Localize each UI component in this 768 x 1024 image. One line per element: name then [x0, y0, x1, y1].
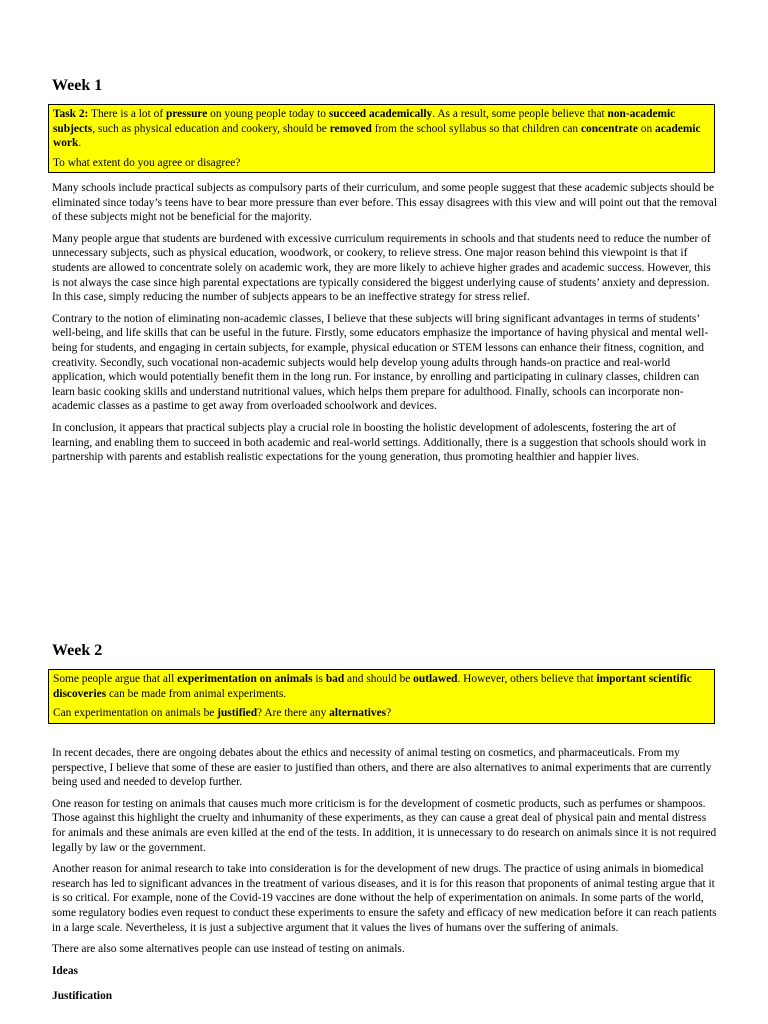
- bold-keyword: experimentation on animals: [177, 673, 313, 685]
- prompt-text: .: [78, 137, 82, 150]
- bold-keyword: justified: [217, 707, 258, 720]
- week2-paragraph-2: One reason for testing on animals that causes much more criticism is for the development of cosmetic products, such as perfumes or shampoos. Those against this highlight the cruelty and inhumanity of these experiments, as they can cause a great deal of physical pain and mental distress for animals and these animals are even killed at the end of the tests. In addition, it is unnecessary to do research on animals since it is not required legally by law or the government.: [52, 797, 717, 854]
- prompt-text: ?: [386, 707, 392, 720]
- bold-keyword: academic work: [53, 122, 701, 150]
- prompt-text: Some people argue that all: [53, 673, 178, 685]
- bold-keyword: non-academic subjects: [53, 108, 676, 135]
- prompt-text: . As a result, some people believe that: [432, 108, 608, 120]
- week2-task-box: [48, 669, 715, 724]
- bold-keyword: bad: [325, 673, 345, 685]
- justification-label: Justification: [52, 990, 113, 1003]
- bold-keyword: alternatives: [329, 707, 387, 720]
- bold-keyword: succeed academically: [328, 108, 433, 120]
- prompt-text: is: [312, 673, 326, 685]
- prompt-text: can be made from animal experiments.: [106, 687, 287, 700]
- week1-task-question: [53, 156, 710, 171]
- week1-paragraph-2: Many people argue that students are burdened with excessive curriculum requirements in schools and that students need to reduce the number of unnecessary subjects, such as physical education, woodwork, or cookery, to relieve stress. One major reason behind this viewpoint is that if students are allowed to concentrate solely on academic work, they are more likely to achieve higher grades and academic success. However, this is not always the case since high parental expectations are typically considered the biggest underlying cause of students’ anxiety and depression. In this case, simply reducing the number of subjects appears to be an ineffective strategy for stress relief.: [52, 232, 711, 304]
- bold-keyword: Task 2:: [53, 108, 89, 120]
- week2-paragraph-1: In recent decades, there are ongoing debates about the ethics and necessity of animal testing on cosmetics, and pharmaceuticals. From my perspective, I believe that some of these are easier to justified than others, and there are also alternatives to animal experiments that are currently being used and needed to develop further.: [52, 747, 712, 789]
- week1-paragraph-4: In conclusion, it appears that practical subjects play a crucial role in boosting the holistic development of adolescents, fostering the art of learning, and enabling them to succeed in both academic and real-world settings. Additionally, there is a suggestion that schools should work in partnership with parents and establish realistic expectations for the young generation, thus promoting healthier and happier lives.: [52, 421, 707, 464]
- bold-keyword: outlawed: [413, 673, 458, 685]
- bold-keyword: important scientific discoveries: [53, 673, 692, 700]
- week1-paragraph-3: Contrary to the notion of eliminating non-academic classes, I believe that these subjects will bring significant advantages in terms of students’ well-being, and life skills that can be useful in the future. Firstly, some educators emphasize the importance of having physical and mental well-being for students, and engaging in certain subjects, for example, physical education or STEM lessons can enhance their fitness, cognition, and creativity. Secondly, such vocational non-academic subjects would help develop young adults through hands-on practice and real-world application, which would potentially benefit them in the long run. For instance, by enrolling and participating in culinary classes, children can learn basic cooking skills and understand nutritional values, which helps them prepare for adulthood. Finally, schools can incorporate non-academic classes as a pastime to get away from overloaded schoolwork and devices.: [52, 312, 709, 413]
- week2-paragraph-3: Another reason for animal research to take into consideration is for the development of new drugs. The practice of using animals in biomedical research has led to significant advances in the treatment of various diseases, and it is for this reason that proponents of animal testing argue that it is so critical. For example, none of the Covid-19 vaccines are done without the help of experimentation on animals. In some parts of the world, some regulatory bodies even request to conduct these experiments to ensure the safety and efficacy of new medication before it can reach patients in a large scale. Nevertheless, it is just a subjective argument that it values the lives of humans over the suffering of animals.: [52, 863, 717, 934]
- prompt-text: There is a lot of: [88, 108, 166, 120]
- week2-task-question: [53, 706, 710, 721]
- prompt-text: and should be: [344, 673, 414, 685]
- week2-title: Week 2: [52, 642, 103, 659]
- week1-essay: [52, 181, 719, 472]
- week1-title: Week 1: [52, 77, 103, 94]
- bold-keyword: concentrate: [580, 122, 638, 135]
- prompt-text: To what extent do you agree or disagree?: [53, 156, 241, 169]
- prompt-text: Can experimentation on animals be: [53, 707, 218, 720]
- week2-paragraph-4: There are also some alternatives people can use instead of testing on animals.: [52, 943, 405, 956]
- ideas-label: Ideas: [52, 964, 78, 977]
- week1-paragraph-1: Many schools include practical subjects as compulsory parts of their curriculum, and some people suggest that these academic subjects should be eliminated since today’s teens have to bear more pressure than ever before. This essay disagrees with this view and will point out that the removal of these subjects might not be beneficial for the majority.: [52, 182, 717, 224]
- prompt-text: . However, others believe that: [457, 673, 597, 685]
- bold-keyword: removed: [329, 122, 372, 135]
- prompt-text: on young people today to: [207, 108, 329, 120]
- week1-task-box: [48, 104, 715, 173]
- prompt-text: , such as physical education and cookery, should be: [92, 122, 330, 135]
- prompt-text: from the school syllabus so that children can: [371, 122, 581, 135]
- bold-keyword: pressure: [165, 108, 208, 120]
- week2-task-prompt: [53, 672, 710, 701]
- prompt-text: on: [637, 122, 656, 135]
- week1-task-prompt: [53, 107, 710, 151]
- week2-essay: [52, 746, 719, 1015]
- prompt-text: ? Are there any: [257, 707, 330, 720]
